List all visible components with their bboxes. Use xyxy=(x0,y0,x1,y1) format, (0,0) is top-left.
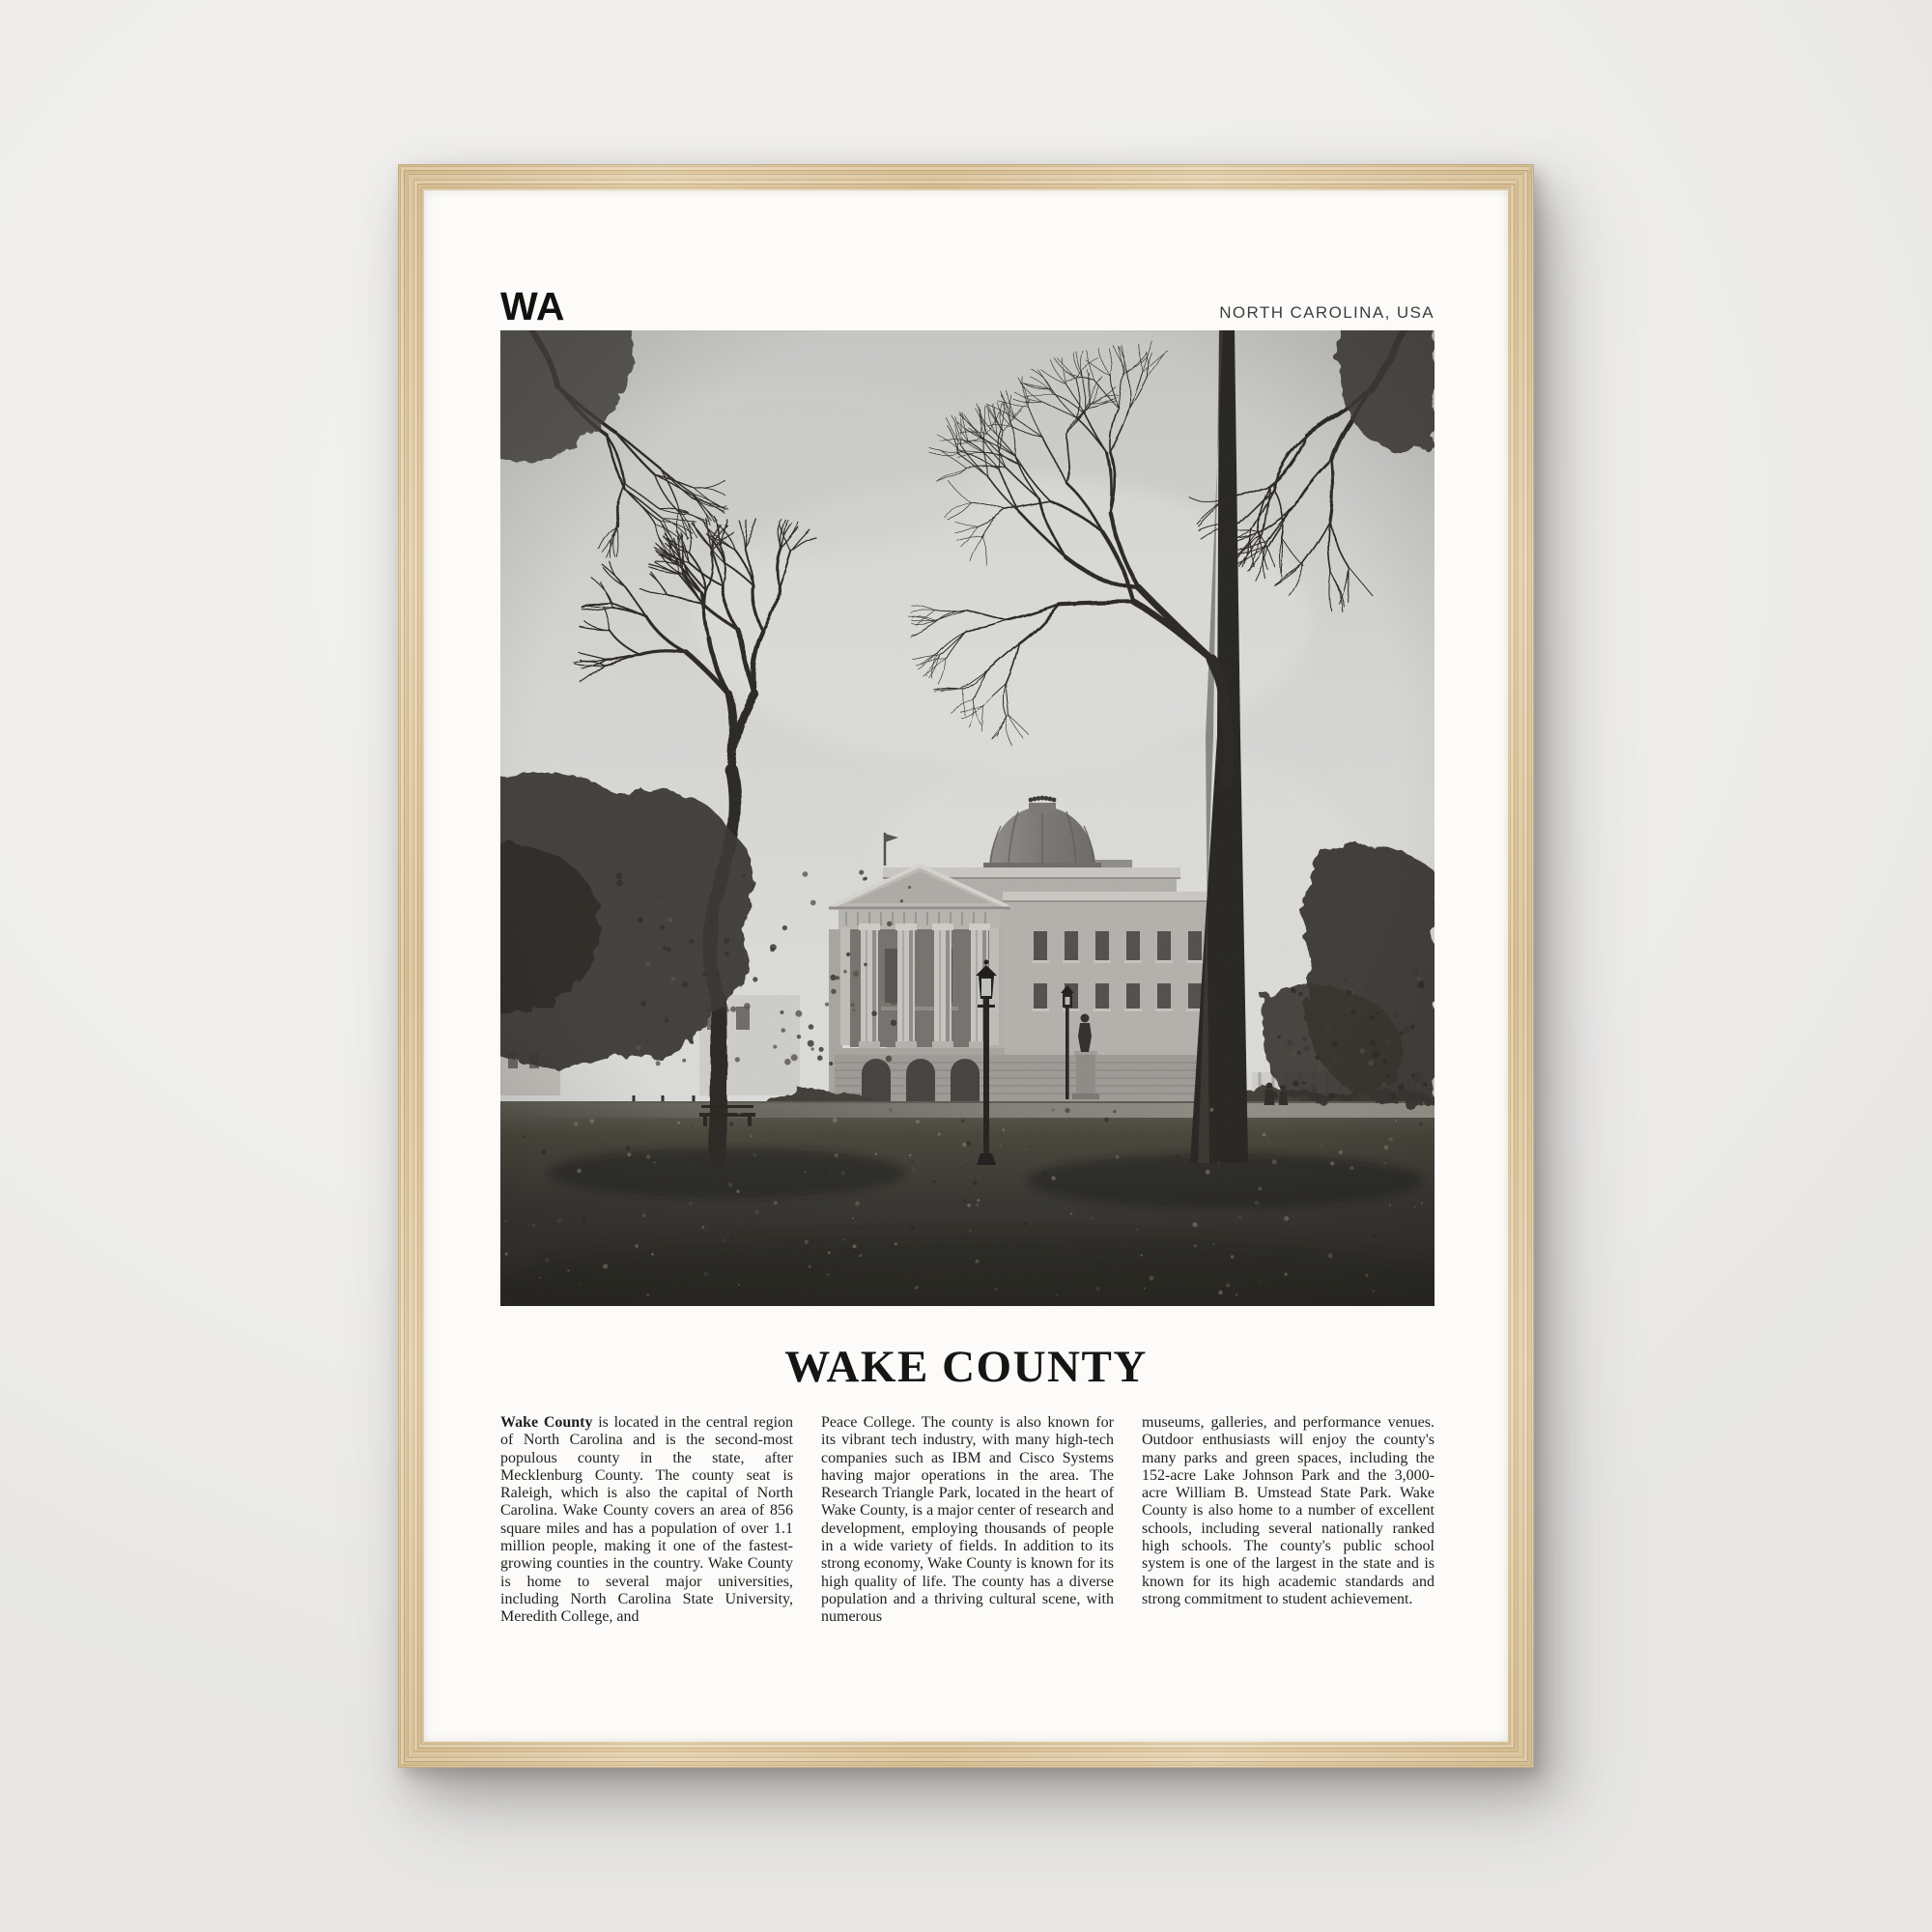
capitol-photo xyxy=(500,330,1435,1306)
article-columns xyxy=(500,1414,1435,1627)
article-column-2: Peace College. The county is also known for its vibrant tech industry, with many high-tech companies such as IBM and Cisco Systems having major operations in the area. The Research Triangle Park, located in the heart of Wake County, is a major center of research and development, employing thousands of people in a wide variety of fields. In addition to its strong economy, Wake County is known for its high quality of life. The county has a diverse population and a thriving cultural scene, with numerous xyxy=(821,1414,1114,1626)
frame-rail-top xyxy=(398,164,1534,190)
wood-picture-frame xyxy=(398,164,1534,1768)
article-column-1 xyxy=(500,1414,793,1627)
frame-rail-bottom xyxy=(398,1742,1534,1768)
article-column-1-text: is located in the central region of North Carolina and is the second-most populous county in the state, after Mecklenburg County. The county seat is Raleigh, which is also the capital of North Carolina. Wake County covers an area of 856 square miles and has a population of over 1.1 million people, making it one of the fastest-growing counties in the country. Wake County is home to several major universities, including North Carolina State University, Meredith College, and xyxy=(500,1414,794,1626)
location-label: NORTH CAROLINA, USA xyxy=(1219,303,1435,322)
capitol-photo-illustration xyxy=(500,330,1435,1306)
poster-header xyxy=(500,282,1435,327)
photo-grain xyxy=(500,330,1435,1306)
article-lead: Wake County xyxy=(500,1414,593,1431)
poster-title: WAKE COUNTY xyxy=(784,1342,1148,1392)
frame-rail-right xyxy=(1508,164,1534,1768)
frame-rail-left xyxy=(398,164,424,1768)
poster xyxy=(424,190,1508,1742)
article-column-3: museums, galleries, and performance venues. Outdoor enthusiasts will enjoy the county's many parks and green spaces, including the 152-acre Lake Johnson Park and the 3,000-acre William B. Umstead State Park. Wake County is also home to a number of excellent schools, including several nationally ranked high schools. The county's public school system is one of the largest in the state and is known for its high academic standards and strong commitment to student achievement. xyxy=(1142,1414,1435,1607)
state-tag-label: WA xyxy=(500,284,566,328)
